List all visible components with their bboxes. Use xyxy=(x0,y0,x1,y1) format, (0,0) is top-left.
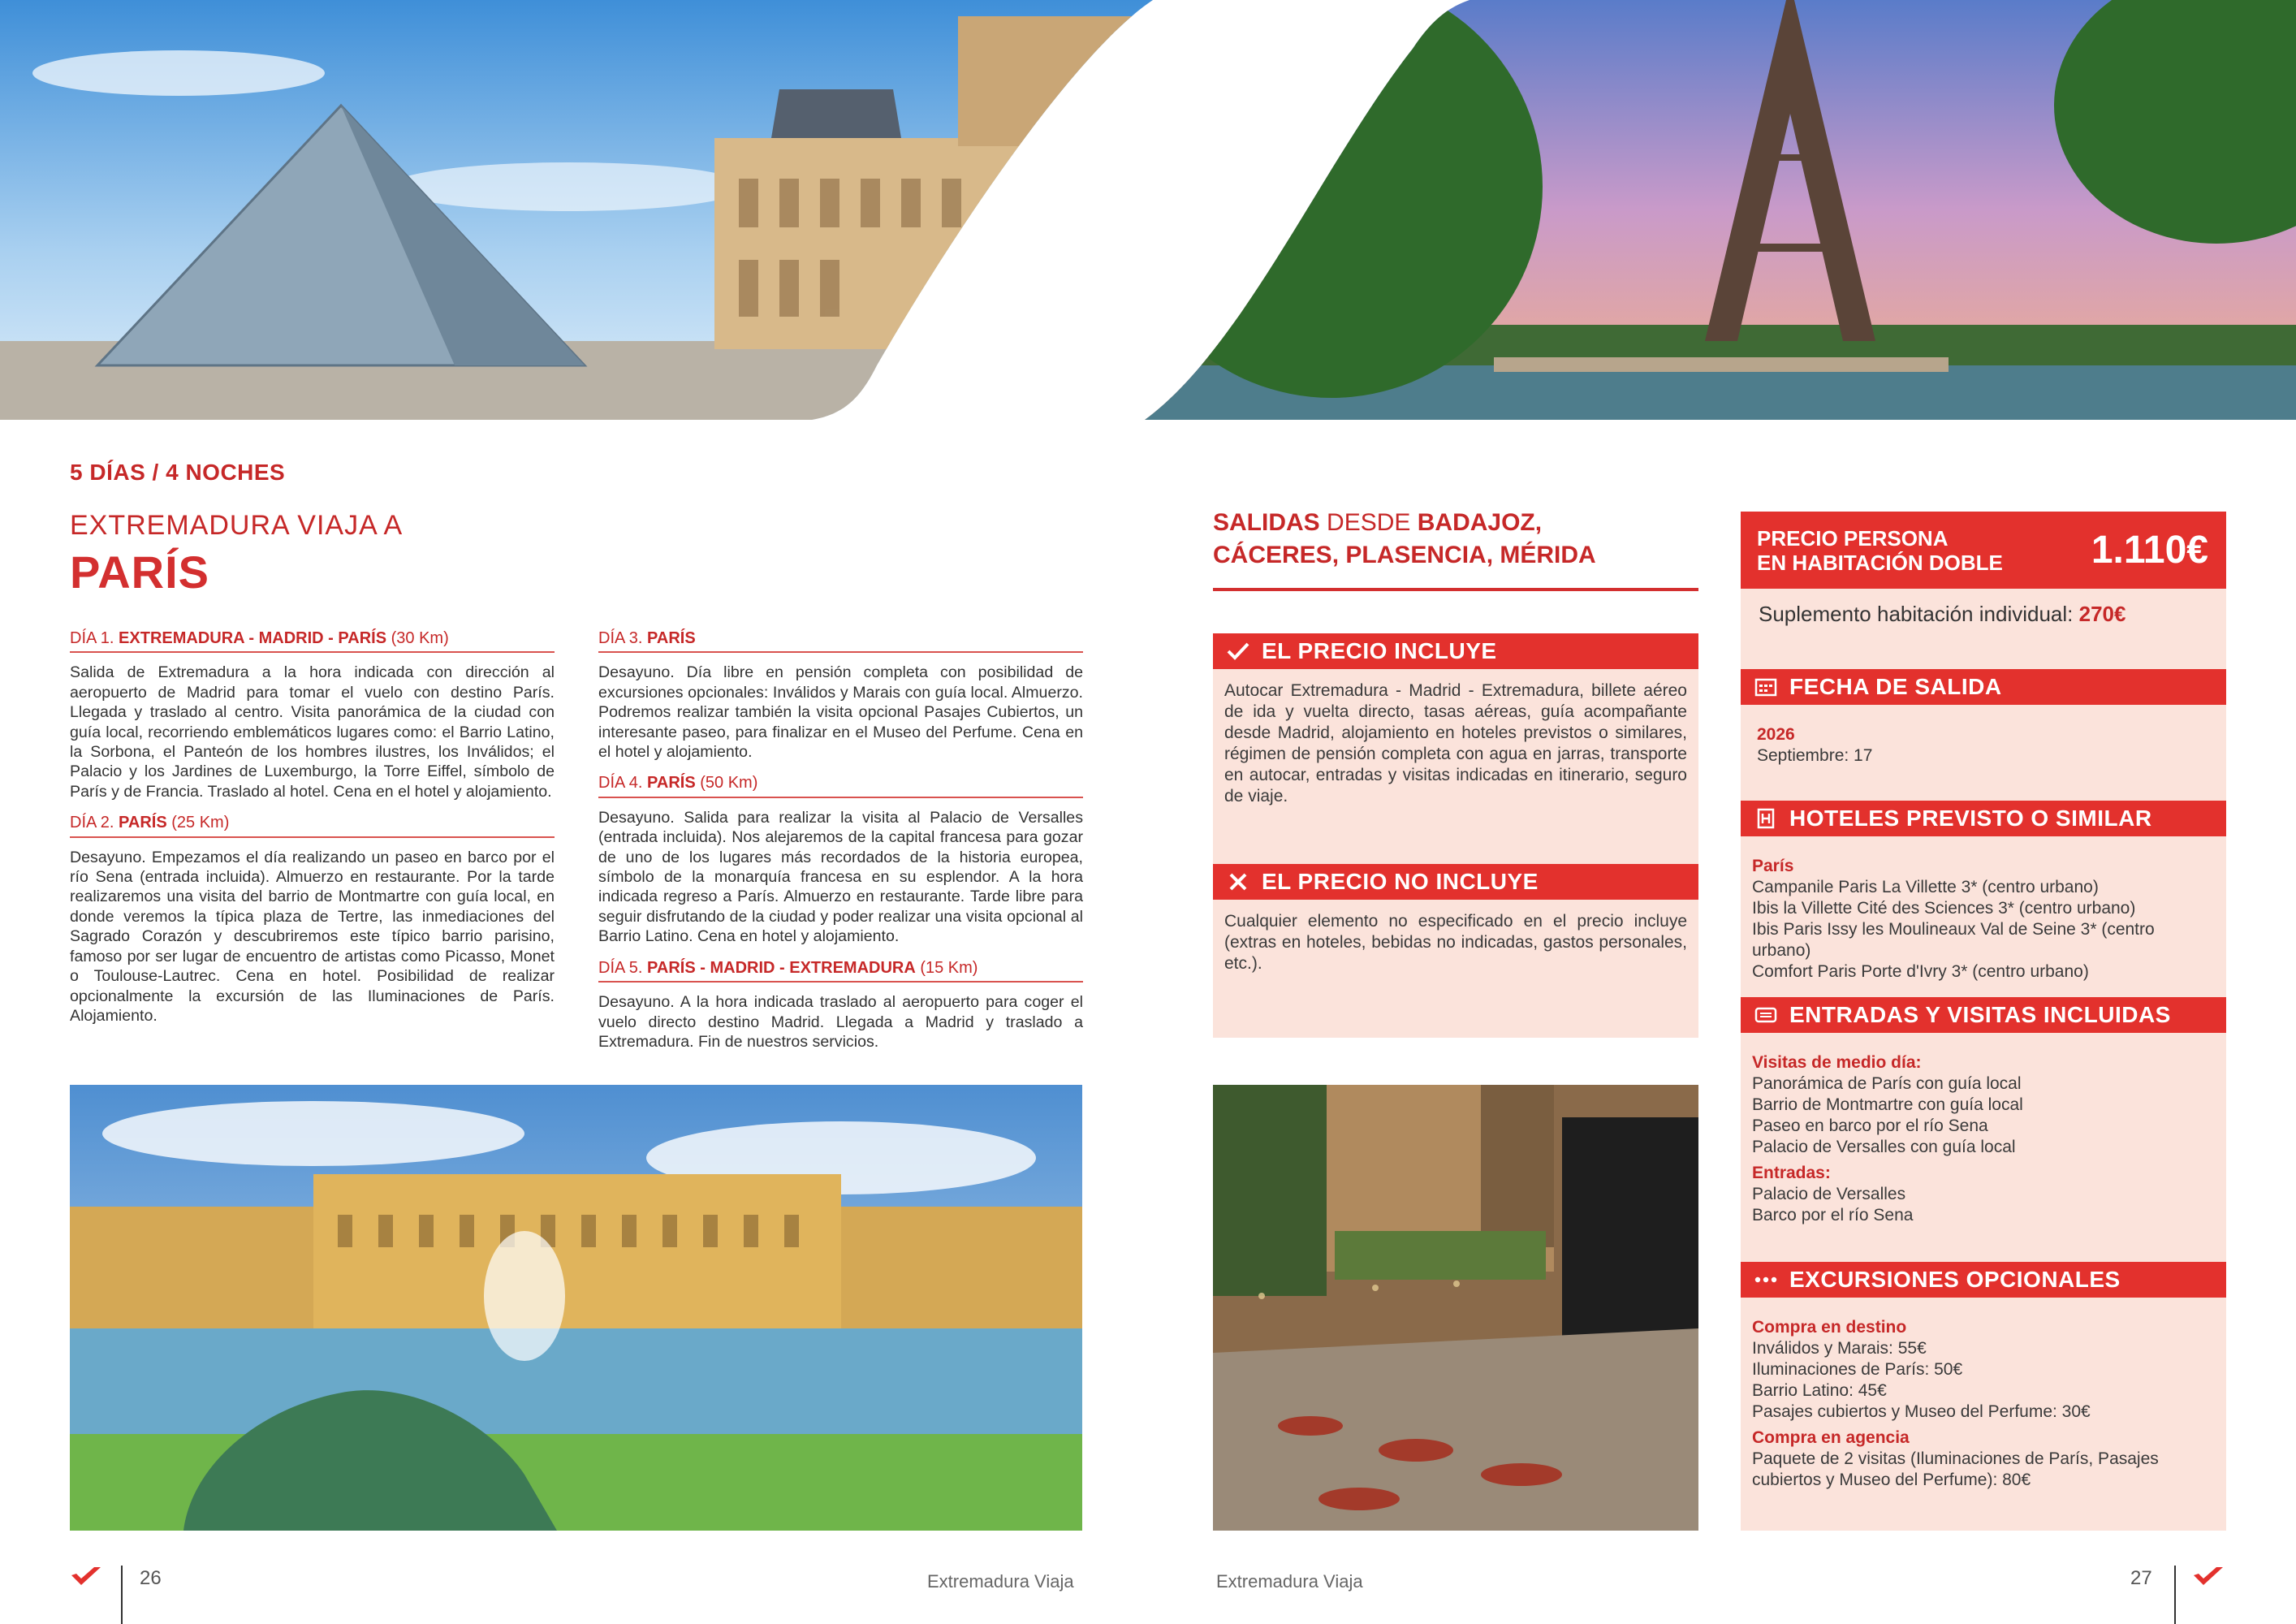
departures-cities-1: BADAJOZ, xyxy=(1417,509,1543,536)
day-route: PARÍS xyxy=(647,629,696,647)
itinerary-column-2 xyxy=(598,628,1083,1063)
day-heading xyxy=(70,813,555,837)
includes-text: Autocar Extremadura - Madrid - Extremadura, billete aéreo de ida y vuelta directo, tasas aéreas, guía acompañante desde Madrid, alojamiento en hoteles previstos o similares, régimen de pensión completa con agua en jarras, transporte en autocar, entradas y visitas indicadas en itinerario, seguro de viaje. xyxy=(1224,681,1687,806)
entries-title: ENTRADAS Y VISITAS INCLUIDAS xyxy=(1789,1002,2171,1027)
day-text: Desayuno. Día libre en pensión completa con posibilidad de excursiones opcionales: Inválidos y Marais con guía local. Almuerzo. Podremos realizar también la visita opcional Pasajes Cubiertos, un interesante paseo, para finalizar en el Museo del Perfume. Cena en el hotel y alojamiento. xyxy=(598,663,1083,762)
agency-package: Paquete de 2 visitas (Iluminaciones de París, Pasajes cubiertos y Museo del Perfume): 80€ xyxy=(1752,1449,2159,1489)
day-text: Salida de Extremadura a la hora indicada con dirección al aeropuerto de Madrid para tomar el vuelo con destino París. Llegada y traslado al centro. Visita panorámica de la ciudad con guía local, recorriendo emblemáticos lugares como: el Barrio Latino, la Sorbona, el Panteón de los hombres ilustres, los Inválidos; el Palacio y los Jardines de Luxemburgo, la Torre Eiffel, símbolo de París y de Francia. Traslado al hotel. Cena en el hotel y alojamiento. xyxy=(70,663,555,801)
day-route: PARÍS xyxy=(119,814,167,832)
day-km: (25 Km) xyxy=(171,814,230,832)
price-amount: 1.110€ xyxy=(2091,529,2208,572)
departure-year: 2026 xyxy=(1757,725,1795,744)
day-label: DÍA 3. xyxy=(598,629,643,647)
hotel-item: Campanile Paris La Villette 3* (centro urbano) xyxy=(1752,878,2099,896)
page-number: 26 xyxy=(140,1567,162,1589)
footer-divider xyxy=(121,1566,123,1624)
departure-date-body xyxy=(1746,713,2226,778)
day-heading xyxy=(598,958,1083,983)
brand-check-icon xyxy=(2192,1566,2225,1588)
entries-body xyxy=(1741,1041,2226,1237)
hotels-body xyxy=(1741,844,2226,994)
excursions-title: EXCURSIONES OPCIONALES xyxy=(1789,1267,2121,1292)
entry-item: Barco por el río Sena xyxy=(1752,1206,1914,1224)
day-km: (50 Km) xyxy=(700,774,758,793)
half-day-label: Visitas de medio día: xyxy=(1752,1053,1922,1072)
price-header xyxy=(1741,512,2226,589)
day-route: PARÍS - MADRID - EXTREMADURA xyxy=(647,958,916,977)
info-box xyxy=(1741,512,2226,1531)
departures-cities-2: CÁCERES, PLASENCIA, MÉRIDA xyxy=(1213,542,1596,568)
paris-cafe-photo xyxy=(1213,1085,1698,1531)
calendar-icon xyxy=(1754,675,1778,699)
visit-item: Panorámica de París con guía local xyxy=(1752,1074,2022,1093)
page-title: PARÍS xyxy=(70,546,209,598)
excursion-item: Pasajes cubiertos y Museo del Perfume: 30€ xyxy=(1752,1402,2091,1421)
departure-date: Septiembre: 17 xyxy=(1757,746,1873,765)
trip-duration: 5 DÍAS / 4 NOCHES xyxy=(70,460,286,485)
excursion-item: Barrio Latino: 45€ xyxy=(1752,1381,1887,1400)
day-km: (30 Km) xyxy=(391,629,449,647)
entry-item: Palacio de Versalles xyxy=(1752,1185,1906,1203)
day-label: DÍA 4. xyxy=(598,774,643,793)
itinerary-column-1 xyxy=(70,628,555,1037)
includes-box xyxy=(1213,633,1698,1038)
excursions-body xyxy=(1741,1306,2226,1502)
visit-item: Barrio de Montmartre con guía local xyxy=(1752,1095,2023,1114)
departures-lead: SALIDAS xyxy=(1213,509,1320,536)
visit-item: Paseo en barco por el río Sena xyxy=(1752,1116,1988,1135)
more-dots-icon xyxy=(1754,1268,1778,1292)
hotel-item: Ibis la Villette Cité des Sciences 3* (centro urbano) xyxy=(1752,899,2136,918)
day-text: Desayuno. Empezamos el día realizando un paseo en barco por el río Sena (entrada incluida). Almuerzo en restaurante. Por la tarde realizaremos una visita del barrio de Montmartre con guía local, en donde veremos la típica plaza de Tertre, las inmediaciones del Sagrado Corazón y descubriremos este típico barrio parisino, famoso por ser lugar de encuentro de artistas como Picasso, Monet o Toulouse-Lautrec. Cena en hotel. Posibilidad de realizar opcionalmente la excursión de las Iluminaciones de París. Alojamiento. xyxy=(70,848,555,1025)
versailles-photo xyxy=(70,1085,1082,1531)
hotels-title: HOTELES PREVISTO O SIMILAR xyxy=(1789,806,2152,831)
day-text: Desayuno. Salida para realizar la visita al Palacio de Versalles (entrada incluida). Nos alejaremos de la capital francesa para gozar de uno de los lugares más recordados de la historia europea, símbolo de la monarquía francesa en su esplendor. A la hora indicada regreso a París. Almuerzo en restaurante. Tarde libre para seguir disfrutando de la ciudad y poder realizar una visita opcional al Barrio Latino. Cena en hotel y alojamiento. xyxy=(598,808,1083,946)
footer-divider xyxy=(2174,1566,2176,1624)
price-label-line-2: EN HABITACIÓN DOBLE xyxy=(1757,551,2003,575)
footer-brand: Extremadura Viaja xyxy=(927,1571,1074,1592)
entries-header xyxy=(1741,997,2226,1033)
entries-label: Entradas: xyxy=(1752,1164,1831,1182)
day-label: DÍA 5. xyxy=(598,958,643,977)
includes-header xyxy=(1213,633,1698,669)
departure-date-header xyxy=(1741,669,2226,705)
price-label-line-1: PRECIO PERSONA xyxy=(1757,526,1949,551)
day-heading xyxy=(598,773,1083,797)
destination-kicker: EXTREMADURA VIAJA A xyxy=(70,510,404,541)
hotel-icon xyxy=(1754,806,1778,831)
page-number: 27 xyxy=(2130,1567,2152,1589)
day-label: DÍA 1. xyxy=(70,629,114,647)
check-icon xyxy=(1226,639,1250,663)
not-includes-text: Cualquier elemento no especificado en el precio incluye (extras en hoteles, bebidas no indicadas, gastos personales, etc.). xyxy=(1224,912,1687,973)
supplement xyxy=(1741,589,2226,640)
not-includes-header xyxy=(1213,864,1698,900)
day-label: DÍA 2. xyxy=(70,814,114,832)
day-route: PARÍS xyxy=(647,774,696,793)
close-icon xyxy=(1226,870,1250,894)
excursions-header xyxy=(1741,1262,2226,1298)
excursion-item: Iluminaciones de París: 50€ xyxy=(1752,1360,1963,1379)
eiffel-photo xyxy=(1145,0,2296,420)
departure-date-title: FECHA DE SALIDA xyxy=(1789,674,2002,699)
ticket-icon xyxy=(1754,1003,1778,1027)
departures-heading xyxy=(1213,507,1698,591)
brand-check-icon xyxy=(70,1566,102,1588)
departures-line-1 xyxy=(1213,507,1698,539)
hotel-item: Comfort Paris Porte d'Ivry 3* (centro urbano) xyxy=(1752,962,2089,981)
footer-brand: Extremadura Viaja xyxy=(1216,1571,1363,1592)
louvre-photo xyxy=(0,0,1153,420)
hotels-city: París xyxy=(1752,857,1794,875)
buy-at-destination-label: Compra en destino xyxy=(1752,1318,1907,1337)
day-heading xyxy=(598,628,1083,653)
includes-title: EL PRECIO INCLUYE xyxy=(1262,638,1497,663)
not-includes-title: EL PRECIO NO INCLUYE xyxy=(1262,869,1539,894)
hotels-header xyxy=(1741,801,2226,836)
visit-item: Palacio de Versalles con guía local xyxy=(1752,1138,2016,1156)
buy-at-agency-label: Compra en agencia xyxy=(1752,1428,1910,1447)
day-km: (15 Km) xyxy=(920,958,978,977)
hotel-item: Ibis Paris Issy les Moulineaux Val de Seine 3* (centro urbano) xyxy=(1752,920,2155,960)
day-text: Desayuno. A la hora indicada traslado al aeropuerto para coger el vuelo directo destino Madrid. Llegada a Madrid y traslado a Extremadura. Fin de nuestros servicios. xyxy=(598,993,1083,1051)
day-route: EXTREMADURA - MADRID - PARÍS xyxy=(119,629,387,647)
supplement-value: 270€ xyxy=(2078,602,2126,626)
departures-desde: DESDE xyxy=(1327,509,1411,536)
excursion-item: Inválidos y Marais: 55€ xyxy=(1752,1339,1927,1358)
supplement-label: Suplemento habitación individual: xyxy=(1759,602,2074,626)
day-heading xyxy=(70,628,555,653)
